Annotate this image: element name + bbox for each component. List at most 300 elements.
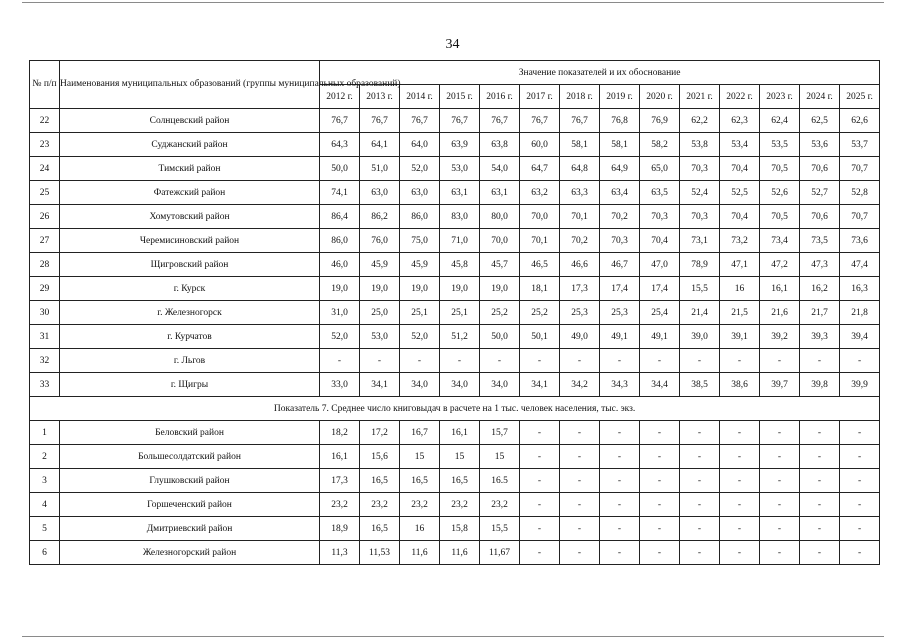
value-cell: 21,5 xyxy=(720,301,760,325)
table-row xyxy=(30,373,880,397)
value-cell: - xyxy=(840,493,880,517)
value-cell: 70,7 xyxy=(840,157,880,181)
value-cell: - xyxy=(760,493,800,517)
value-cell: - xyxy=(600,541,640,565)
value-cell: 51,0 xyxy=(360,157,400,181)
value-cell: 45,9 xyxy=(400,253,440,277)
municipality-name: Глушковский район xyxy=(60,469,320,493)
value-cell: 47,0 xyxy=(640,253,680,277)
value-cell: 46,7 xyxy=(600,253,640,277)
value-cell: - xyxy=(560,349,600,373)
value-cell: 18,9 xyxy=(320,517,360,541)
value-cell: - xyxy=(640,541,680,565)
value-cell: 18,2 xyxy=(320,421,360,445)
value-cell: 80,0 xyxy=(480,205,520,229)
value-cell: - xyxy=(600,469,640,493)
year-header: 2020 г. xyxy=(640,85,680,109)
value-cell: 39,2 xyxy=(760,325,800,349)
municipality-name: Солнцевский район xyxy=(60,109,320,133)
value-cell: - xyxy=(640,421,680,445)
table-row xyxy=(30,493,880,517)
municipality-name: Черемисиновский район xyxy=(60,229,320,253)
values-column-header: Значение показателей и их обоснование xyxy=(320,61,880,85)
value-cell: 73,6 xyxy=(840,229,880,253)
value-cell: 49,1 xyxy=(640,325,680,349)
row-number: 26 xyxy=(30,205,60,229)
value-cell: 63,0 xyxy=(400,181,440,205)
value-cell: - xyxy=(520,493,560,517)
value-cell: 47,2 xyxy=(760,253,800,277)
municipality-name: г. Курчатов xyxy=(60,325,320,349)
value-cell: - xyxy=(680,493,720,517)
value-cell: - xyxy=(800,541,840,565)
value-cell: - xyxy=(400,349,440,373)
value-cell: 53,0 xyxy=(440,157,480,181)
value-cell: 16,5 xyxy=(400,469,440,493)
value-cell: 34,1 xyxy=(520,373,560,397)
value-cell: 76,7 xyxy=(560,109,600,133)
page-number: 34 xyxy=(445,37,460,52)
value-cell: - xyxy=(600,349,640,373)
table-row xyxy=(30,133,880,157)
value-cell: - xyxy=(800,445,840,469)
value-cell: - xyxy=(760,421,800,445)
value-cell: 65,0 xyxy=(640,157,680,181)
value-cell: 71,0 xyxy=(440,229,480,253)
value-cell: - xyxy=(520,349,560,373)
value-cell: 31,0 xyxy=(320,301,360,325)
value-cell: 63,2 xyxy=(520,181,560,205)
value-cell: - xyxy=(720,493,760,517)
value-cell: 47,1 xyxy=(720,253,760,277)
value-cell: 16.5 xyxy=(480,469,520,493)
row-number: 3 xyxy=(30,469,60,493)
value-cell: 63,5 xyxy=(640,181,680,205)
value-cell: - xyxy=(800,421,840,445)
year-header: 2021 г. xyxy=(680,85,720,109)
value-cell: 62,3 xyxy=(720,109,760,133)
value-cell: - xyxy=(560,517,600,541)
value-cell: - xyxy=(480,349,520,373)
value-cell: - xyxy=(520,517,560,541)
value-cell: 16,2 xyxy=(800,277,840,301)
value-cell: - xyxy=(520,469,560,493)
value-cell: 74,1 xyxy=(320,181,360,205)
year-header: 2023 г. xyxy=(760,85,800,109)
value-cell: 38,5 xyxy=(680,373,720,397)
value-cell: 15,6 xyxy=(360,445,400,469)
value-cell: - xyxy=(720,469,760,493)
value-cell: 25,1 xyxy=(440,301,480,325)
value-cell: 39,9 xyxy=(840,373,880,397)
year-header: 2016 г. xyxy=(480,85,520,109)
value-cell: 63,3 xyxy=(560,181,600,205)
value-cell: 60,0 xyxy=(520,133,560,157)
value-cell: 70,4 xyxy=(640,229,680,253)
value-cell: 47,3 xyxy=(800,253,840,277)
municipality-name: Хомутовский район xyxy=(60,205,320,229)
value-cell: 25,4 xyxy=(640,301,680,325)
year-header: 2019 г. xyxy=(600,85,640,109)
row-number: 30 xyxy=(30,301,60,325)
value-cell: - xyxy=(840,541,880,565)
value-cell: 25,2 xyxy=(480,301,520,325)
value-cell: - xyxy=(560,493,600,517)
value-cell: 16,7 xyxy=(400,421,440,445)
value-cell: - xyxy=(520,445,560,469)
value-cell: 52,0 xyxy=(400,325,440,349)
value-cell: 38,6 xyxy=(720,373,760,397)
indicator-table xyxy=(29,60,880,565)
value-cell: 34,4 xyxy=(640,373,680,397)
value-cell: - xyxy=(760,517,800,541)
row-number: 24 xyxy=(30,157,60,181)
value-cell: - xyxy=(760,541,800,565)
value-cell: - xyxy=(760,445,800,469)
value-cell: - xyxy=(440,349,480,373)
value-cell: 53,8 xyxy=(680,133,720,157)
year-header: 2015 г. xyxy=(440,85,480,109)
value-cell: 25,2 xyxy=(520,301,560,325)
value-cell: 62,6 xyxy=(840,109,880,133)
row-number: 23 xyxy=(30,133,60,157)
row-number: 5 xyxy=(30,517,60,541)
value-cell: 70,3 xyxy=(600,229,640,253)
value-cell: 64,3 xyxy=(320,133,360,157)
value-cell: 86,0 xyxy=(400,205,440,229)
value-cell: 15 xyxy=(400,445,440,469)
value-cell: 76,7 xyxy=(520,109,560,133)
value-cell: 16,1 xyxy=(320,445,360,469)
table-row xyxy=(30,157,880,181)
year-header: 2018 г. xyxy=(560,85,600,109)
value-cell: 52,0 xyxy=(320,325,360,349)
value-cell: 15,5 xyxy=(480,517,520,541)
value-cell: 76,7 xyxy=(480,109,520,133)
value-cell: 63,0 xyxy=(360,181,400,205)
value-cell: 70,3 xyxy=(640,205,680,229)
table-row xyxy=(30,541,880,565)
value-cell: 52,0 xyxy=(400,157,440,181)
value-cell: 64,9 xyxy=(600,157,640,181)
value-cell: 21,4 xyxy=(680,301,720,325)
value-cell: 19,0 xyxy=(480,277,520,301)
value-cell: - xyxy=(640,493,680,517)
value-cell: 25,3 xyxy=(600,301,640,325)
value-cell: - xyxy=(600,517,640,541)
value-cell: 39,1 xyxy=(720,325,760,349)
value-cell: 63,1 xyxy=(440,181,480,205)
value-cell: - xyxy=(720,421,760,445)
value-cell: 70,1 xyxy=(520,229,560,253)
value-cell: 39,8 xyxy=(800,373,840,397)
value-cell: 73,4 xyxy=(760,229,800,253)
value-cell: 73,2 xyxy=(720,229,760,253)
value-cell: 52,6 xyxy=(760,181,800,205)
municipality-name: Дмитриевский район xyxy=(60,517,320,541)
value-cell: - xyxy=(360,349,400,373)
value-cell: 76,8 xyxy=(600,109,640,133)
value-cell: 33,0 xyxy=(320,373,360,397)
value-cell: 19,0 xyxy=(320,277,360,301)
value-cell: 15,7 xyxy=(480,421,520,445)
value-cell: - xyxy=(560,469,600,493)
value-cell: - xyxy=(640,349,680,373)
value-cell: 64,0 xyxy=(400,133,440,157)
value-cell: - xyxy=(520,421,560,445)
year-header: 2025 г. xyxy=(840,85,880,109)
value-cell: 45,9 xyxy=(360,253,400,277)
value-cell: 70,5 xyxy=(760,205,800,229)
value-cell: - xyxy=(640,445,680,469)
value-cell: 15,8 xyxy=(440,517,480,541)
value-cell: - xyxy=(760,469,800,493)
value-cell: 86,0 xyxy=(320,229,360,253)
table-row xyxy=(30,301,880,325)
value-cell: 17,3 xyxy=(560,277,600,301)
section-row xyxy=(30,397,880,421)
value-cell: - xyxy=(640,469,680,493)
value-cell: 25,3 xyxy=(560,301,600,325)
value-cell: 50,0 xyxy=(320,157,360,181)
value-cell: 70,2 xyxy=(560,229,600,253)
municipality-name: г. Железногорск xyxy=(60,301,320,325)
value-cell: 49,1 xyxy=(600,325,640,349)
value-cell: 63,8 xyxy=(480,133,520,157)
value-cell: 15 xyxy=(480,445,520,469)
value-cell: 11,3 xyxy=(320,541,360,565)
row-number: 29 xyxy=(30,277,60,301)
value-cell: 34,2 xyxy=(560,373,600,397)
value-cell: - xyxy=(680,517,720,541)
value-cell: 62,2 xyxy=(680,109,720,133)
value-cell: 16,3 xyxy=(840,277,880,301)
value-cell: 83,0 xyxy=(440,205,480,229)
value-cell: - xyxy=(560,421,600,445)
value-cell: - xyxy=(680,541,720,565)
value-cell: 70,1 xyxy=(560,205,600,229)
value-cell: 34,0 xyxy=(480,373,520,397)
value-cell: - xyxy=(600,421,640,445)
value-cell: 70,0 xyxy=(480,229,520,253)
value-cell: 39,4 xyxy=(840,325,880,349)
value-cell: 63,1 xyxy=(480,181,520,205)
value-cell: 34,3 xyxy=(600,373,640,397)
value-cell: 21,8 xyxy=(840,301,880,325)
value-cell: 19,0 xyxy=(400,277,440,301)
value-cell: 17,3 xyxy=(320,469,360,493)
municipality-name: Большесолдатский район xyxy=(60,445,320,469)
year-header: 2017 г. xyxy=(520,85,560,109)
municipality-name: Железногорский район xyxy=(60,541,320,565)
value-cell: - xyxy=(520,541,560,565)
value-cell: - xyxy=(720,445,760,469)
value-cell: 21,6 xyxy=(760,301,800,325)
value-cell: 63,4 xyxy=(600,181,640,205)
row-number: 2 xyxy=(30,445,60,469)
value-cell: - xyxy=(840,469,880,493)
value-cell: - xyxy=(680,349,720,373)
value-cell: - xyxy=(720,349,760,373)
value-cell: 46,0 xyxy=(320,253,360,277)
value-cell: 76,7 xyxy=(360,109,400,133)
table-row xyxy=(30,325,880,349)
municipality-name: Тимский район xyxy=(60,157,320,181)
value-cell: - xyxy=(600,445,640,469)
value-cell: - xyxy=(720,541,760,565)
row-number: 32 xyxy=(30,349,60,373)
value-cell: - xyxy=(800,469,840,493)
value-cell: 52,4 xyxy=(680,181,720,205)
value-cell: 19,0 xyxy=(440,277,480,301)
value-cell: 78,9 xyxy=(680,253,720,277)
value-cell: 46,5 xyxy=(520,253,560,277)
value-cell: 53,4 xyxy=(720,133,760,157)
header-row xyxy=(30,61,880,85)
row-number: 27 xyxy=(30,229,60,253)
table-row xyxy=(30,181,880,205)
value-cell: 64,1 xyxy=(360,133,400,157)
value-cell: 70,3 xyxy=(680,157,720,181)
row-number: 4 xyxy=(30,493,60,517)
table-row xyxy=(30,517,880,541)
value-cell: 19,0 xyxy=(360,277,400,301)
table-row xyxy=(30,277,880,301)
value-cell: - xyxy=(680,469,720,493)
municipality-name: Беловский район xyxy=(60,421,320,445)
value-cell: 46,6 xyxy=(560,253,600,277)
year-header: 2024 г. xyxy=(800,85,840,109)
year-header: 2012 г. xyxy=(320,85,360,109)
value-cell: - xyxy=(840,349,880,373)
value-cell: 62,4 xyxy=(760,109,800,133)
value-cell: 15,5 xyxy=(680,277,720,301)
municipality-name: Горшеченский район xyxy=(60,493,320,517)
value-cell: - xyxy=(800,493,840,517)
value-cell: 39,0 xyxy=(680,325,720,349)
value-cell: 86,2 xyxy=(360,205,400,229)
value-cell: 76,7 xyxy=(320,109,360,133)
municipality-name: г. Щигры xyxy=(60,373,320,397)
value-cell: 70,7 xyxy=(840,205,880,229)
table-row xyxy=(30,229,880,253)
value-cell: - xyxy=(560,445,600,469)
value-cell: 18,1 xyxy=(520,277,560,301)
row-number: 28 xyxy=(30,253,60,277)
table-row xyxy=(30,349,880,373)
value-cell: 76,9 xyxy=(640,109,680,133)
value-cell: 70,4 xyxy=(720,205,760,229)
value-cell: 63,9 xyxy=(440,133,480,157)
value-cell: 53,7 xyxy=(840,133,880,157)
value-cell: 23,2 xyxy=(320,493,360,517)
year-header: 2014 г. xyxy=(400,85,440,109)
value-cell: 17,4 xyxy=(600,277,640,301)
municipality-name: г. Льгов xyxy=(60,349,320,373)
value-cell: 47,4 xyxy=(840,253,880,277)
value-cell: 17,4 xyxy=(640,277,680,301)
value-cell: 16,5 xyxy=(440,469,480,493)
value-cell: - xyxy=(640,517,680,541)
value-cell: 54,0 xyxy=(480,157,520,181)
municipality-name: Суджанский район xyxy=(60,133,320,157)
value-cell: 23,2 xyxy=(440,493,480,517)
value-cell: 23,2 xyxy=(400,493,440,517)
value-cell: 16,1 xyxy=(440,421,480,445)
value-cell: 58,2 xyxy=(640,133,680,157)
value-cell: 53,6 xyxy=(800,133,840,157)
value-cell: 11,6 xyxy=(440,541,480,565)
value-cell: 11,53 xyxy=(360,541,400,565)
value-cell: 70,5 xyxy=(760,157,800,181)
row-number: 25 xyxy=(30,181,60,205)
value-cell: - xyxy=(680,445,720,469)
value-cell: 70,6 xyxy=(800,157,840,181)
value-cell: - xyxy=(600,493,640,517)
value-cell: - xyxy=(800,517,840,541)
top-rule xyxy=(22,2,884,3)
value-cell: 53,5 xyxy=(760,133,800,157)
value-cell: 50,1 xyxy=(520,325,560,349)
value-cell: 45,8 xyxy=(440,253,480,277)
value-cell: 11,67 xyxy=(480,541,520,565)
value-cell: 53,0 xyxy=(360,325,400,349)
value-cell: - xyxy=(720,517,760,541)
year-header: 2013 г. xyxy=(360,85,400,109)
value-cell: 23,2 xyxy=(360,493,400,517)
value-cell: 49,0 xyxy=(560,325,600,349)
value-cell: 52,5 xyxy=(720,181,760,205)
table-row xyxy=(30,205,880,229)
table-row xyxy=(30,109,880,133)
value-cell: 25,0 xyxy=(360,301,400,325)
value-cell: - xyxy=(840,517,880,541)
value-cell: 62,5 xyxy=(800,109,840,133)
value-cell: 16,1 xyxy=(760,277,800,301)
value-cell: - xyxy=(800,349,840,373)
value-cell: 39,7 xyxy=(760,373,800,397)
row-number: 1 xyxy=(30,421,60,445)
value-cell: 16,5 xyxy=(360,469,400,493)
value-cell: 70,2 xyxy=(600,205,640,229)
row-number: 33 xyxy=(30,373,60,397)
value-cell: - xyxy=(560,541,600,565)
value-cell: 52,7 xyxy=(800,181,840,205)
table-row xyxy=(30,421,880,445)
value-cell: - xyxy=(680,421,720,445)
value-cell: 58,1 xyxy=(560,133,600,157)
value-cell: 39,3 xyxy=(800,325,840,349)
value-cell: 70,4 xyxy=(720,157,760,181)
value-cell: 70,6 xyxy=(800,205,840,229)
value-cell: - xyxy=(840,445,880,469)
value-cell: 16 xyxy=(400,517,440,541)
value-cell: - xyxy=(760,349,800,373)
value-cell: 73,1 xyxy=(680,229,720,253)
row-number: 22 xyxy=(30,109,60,133)
value-cell: 73,5 xyxy=(800,229,840,253)
municipality-name: Фатежский район xyxy=(60,181,320,205)
value-cell: 52,8 xyxy=(840,181,880,205)
value-cell: 34,0 xyxy=(400,373,440,397)
value-cell: 86,4 xyxy=(320,205,360,229)
value-cell: 25,1 xyxy=(400,301,440,325)
value-cell: 34,0 xyxy=(440,373,480,397)
municipality-name: г. Курск xyxy=(60,277,320,301)
value-cell: - xyxy=(840,421,880,445)
year-header: 2022 г. xyxy=(720,85,760,109)
value-cell: 16 xyxy=(720,277,760,301)
